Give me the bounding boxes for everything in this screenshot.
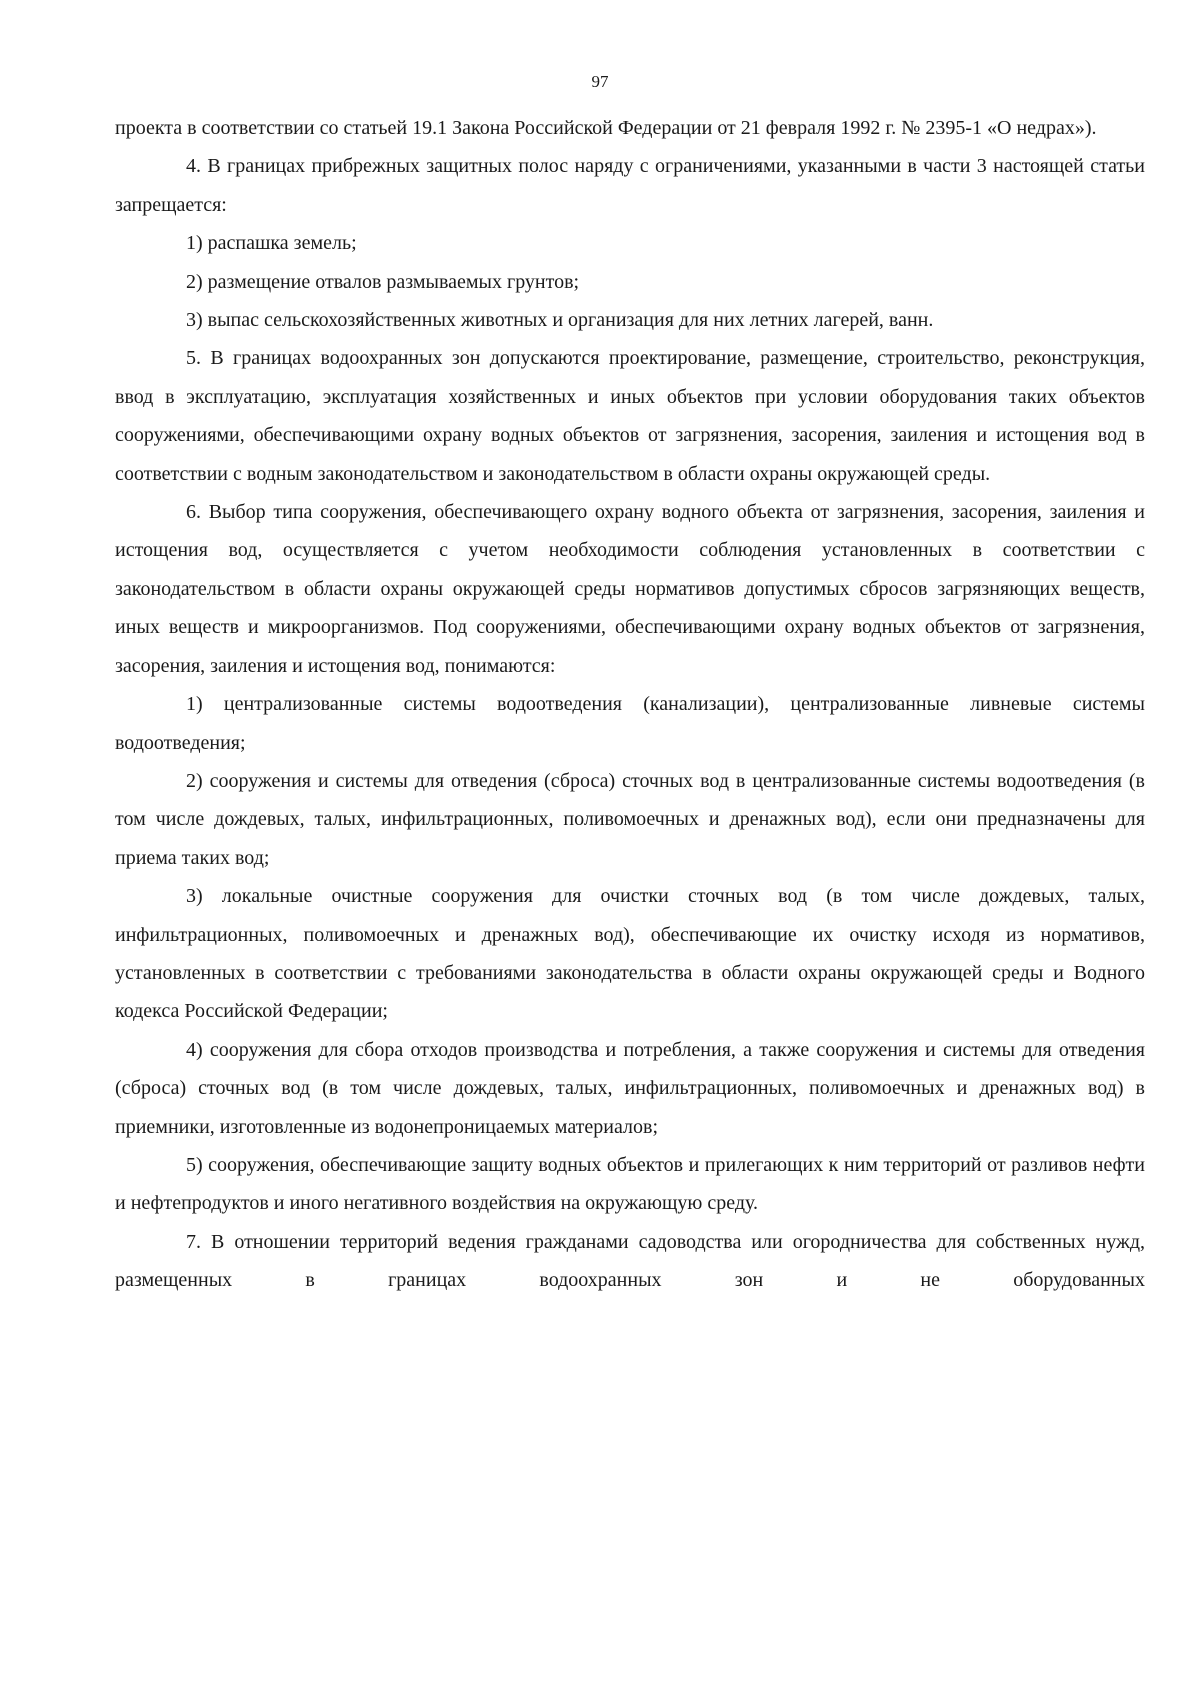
list-item-4-1: 1) распашка земель;: [186, 232, 357, 255]
list-item-6-1: 1) централизованные системы водоотведения (канализации), централизованные ливневые системы водоотведения;: [115, 693, 1145, 754]
paragraph-5: 5. В границах водоохранных зон допускаются проектирование, размещение, строительство, реконструкция, ввод в эксплуатацию, эксплуатация хозяйственных и иных объектов при условии оборудования таких объектов сооружениями, обеспечивающими охрану водных объектов от загрязнения, засорения, заиления и истощения вод в соответствии с водным законодательством и законодательством в области охраны окружающей среды.: [115, 347, 1145, 485]
list-item-4-2: 2) размещение отвалов размываемых грунтов;: [186, 270, 580, 293]
paragraph-4: 4. В границах прибрежных защитных полос наряду с ограничениями, указанными в части 3 настоящей статьи запрещается:: [115, 155, 1145, 216]
paragraph-continuation: проекта в соответствии со статьей 19.1 Закона Российской Федерации от 21 февраля 1992 г. № 2395-1 «О недрах»).: [115, 117, 1097, 139]
list-item-6-3: 3) локальные очистные сооружения для очистки сточных вод (в том числе дождевых, талых, инфильтрационных, поливомоечных и дренажных вод), обеспечивающие их очистку исходя из нормативов, установленных в соответствии с требованиями законодательства в области охраны окружающей среды и Водного кодекса Российской Федерации;: [115, 885, 1145, 1023]
document-body: [115, 109, 1145, 1300]
paragraph-6: 6. Выбор типа сооружения, обеспечивающего охрану водного объекта от загрязнения, засорения, заиления и истощения вод, осуществляется с учетом необходимости соблюдения установленных в соответствии с законодательством в области охраны окружающей среды нормативов допустимых сбросов загрязняющих веществ, иных веществ и микроорганизмов. Под сооружениями, обеспечивающими охрану водных объектов от загрязнения, засорения, заиления и истощения вод, понимаются:: [115, 501, 1145, 677]
page-number: 97: [591, 72, 609, 91]
list-item-6-4: 4) сооружения для сбора отходов производства и потребления, а также сооружения и системы для отведения (сброса) сточных вод (в том числе дождевых, талых, инфильтрационных, поливомоечных и дренажных вод) в приемники, изготовленные из водонепроницаемых материалов;: [115, 1038, 1145, 1138]
list-item-6-5: 5) сооружения, обеспечивающие защиту водных объектов и прилегающих к ним территорий от разливов нефти и нефтепродуктов и иного негативного воздействия на окружающую среду.: [115, 1153, 1145, 1215]
list-item-6-2: 2) сооружения и системы для отведения (сброса) сточных вод в централизованные системы водоотведения (в том числе дождевых, талых, инфильтрационных, поливомоечных и дренажных вод), если они предназначены для приема таких вод;: [115, 769, 1145, 869]
list-item-4-3: 3) выпас сельскохозяйственных животных и организация для них летних лагерей, ванн.: [186, 309, 934, 332]
paragraph-7: 7. В отношении территорий ведения гражданами садоводства или огородничества для собственных нужд, размещенных в границах водоохранных зон и не оборудованных: [115, 1230, 1145, 1292]
